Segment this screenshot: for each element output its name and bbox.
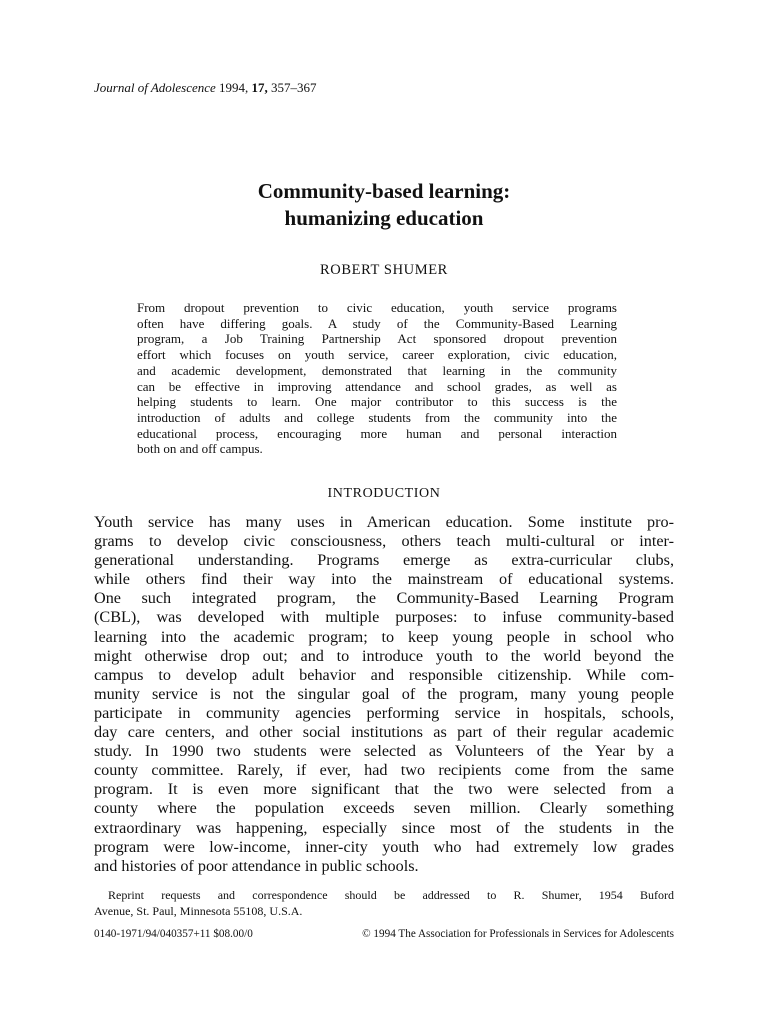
section-heading: INTRODUCTION — [327, 486, 441, 501]
body-line: county committee. Rarely, if ever, had two recipients come from the same — [94, 761, 674, 780]
body-line: program. It is even more significant that the two were selected from a — [94, 780, 674, 799]
journal-name: Journal of Adolescence — [94, 80, 216, 95]
body-line: campus to develop adult behavior and responsible citizenship. While com- — [94, 665, 674, 684]
abstract-line: and academic development, demonstrated that learning in the community — [137, 362, 617, 378]
abstract-line: educational process, encouraging more human and personal interaction — [137, 425, 617, 441]
abstract-line: both on and off campus. — [137, 441, 263, 457]
abstract-line: introduction of adults and college students from the community into the — [137, 409, 617, 425]
footnote-line-1: Reprint requests and correspondence should be addressed to R. Shumer, 1954 Buford — [108, 888, 674, 902]
copyright-notice: © 1994 The Association for Professionals in Services for Adolescents — [362, 928, 674, 940]
title-line-1: Community-based learning: — [257, 179, 511, 203]
article-title — [0, 178, 768, 232]
abstract-line: From dropout prevention to civic education, youth service programs — [137, 300, 617, 315]
author-name: ROBERT SHUMER — [320, 262, 448, 278]
body-line: day care centers, and other social institutions as part of their regular academic — [94, 723, 674, 742]
abstract-line: can be effective in improving attendance and school grades, as well as — [137, 378, 617, 394]
body-line: munity service is not the singular goal of the program, many young people — [94, 684, 674, 703]
abstract-line: often have differing goals. A study of the Community-Based Learning — [137, 315, 617, 331]
body-line: county where the population exceeds seven million. Clearly something — [94, 799, 674, 818]
journal-citation — [94, 80, 317, 96]
body-line: while others find their way into the mainstream of educational systems. — [94, 570, 674, 589]
body-line: generational understanding. Programs emerge as extra-curricular clubs, — [94, 551, 674, 570]
abstract-line: helping students to learn. One major contributor to this success is the — [137, 394, 617, 410]
footnote — [94, 888, 674, 919]
title-line-2: humanizing education — [284, 206, 484, 230]
body-line: One such integrated program, the Community-Based Learning Program — [94, 589, 674, 608]
footnote-line-2: Avenue, St. Paul, Minnesota 55108, U.S.A. — [94, 903, 303, 918]
copyright-line — [94, 928, 674, 940]
body-line: learning into the academic program; to keep young people in school who — [94, 627, 674, 646]
abstract-line: program, a Job Training Partnership Act sponsored dropout prevention — [137, 331, 617, 347]
journal-pages: 357–367 — [271, 80, 317, 95]
body-line: might otherwise drop out; and to introduce youth to the world beyond the — [94, 646, 674, 665]
body-line: extraordinary was happening, especially since most of the students in the — [94, 818, 674, 837]
abstract — [137, 300, 617, 457]
body-line: participate in community agencies performing service in hospitals, schools, — [94, 703, 674, 722]
body-text — [94, 513, 674, 876]
journal-volume: 17, — [251, 80, 268, 95]
body-line: and histories of poor attendance in public schools. — [94, 856, 419, 875]
body-line: grams to develop civic consciousness, others teach multi-cultural or inter- — [94, 532, 674, 551]
abstract-line: effort which focuses on youth service, career exploration, civic education, — [137, 347, 617, 363]
body-line: program were low-income, inner-city youth who had extremely low grades — [94, 837, 674, 856]
body-line: study. In 1990 two students were selected as Volunteers of the Year by a — [94, 742, 674, 761]
body-line: Youth service has many uses in American education. Some institute pro- — [94, 513, 674, 531]
article-code: 0140-1971/94/040357+11 $08.00/0 — [94, 928, 253, 940]
body-line: (CBL), was developed with multiple purposes: to infuse community-based — [94, 608, 674, 627]
journal-year: 1994, — [219, 80, 249, 95]
